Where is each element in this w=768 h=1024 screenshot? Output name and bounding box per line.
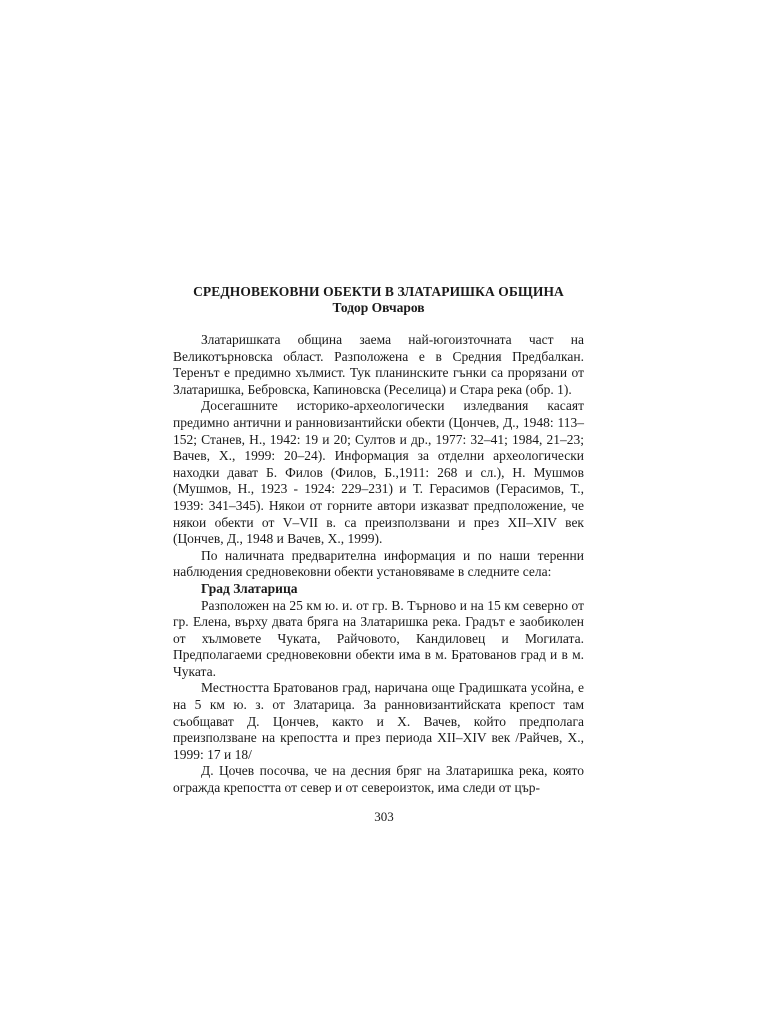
section-heading: Град Златарица	[201, 580, 298, 596]
paragraph: Златаришката община заема най-югоизточната част на Великотърновска област. Разположена е в Средния Предбалкан. Теренът е предимно хълмист. Тук планинските гънки са прорязани от Златаришка, Бебровска, Капиновска (Реселица) и Стара река (обр. 1).	[173, 332, 584, 397]
paragraph: Д. Цочев посочва, че на десния бряг на Златаришка река, която огражда крепостта от север и от североизток, има следи от цър-	[173, 763, 584, 796]
article-body	[173, 284, 584, 797]
article-title: СРЕДНОВЕКОВНИ ОБЕКТИ В ЗЛАТАРИШКА ОБЩИНА	[193, 284, 564, 299]
article-author: Тодор Овчаров	[332, 300, 425, 315]
paragraph: По наличната предварителна информация и по наши теренни наблюдения средновековни обекти установяваме в следните села:	[173, 547, 584, 580]
page-number: 303	[374, 809, 394, 824]
paragraph: Досегашните историко-археологически изледвания касаят предимно антични и ранновизантийски обекти (Цончев, Д., 1948: 113–152; Станев, Н., 1942: 19 и 20; Султов и др., 1977: 32–41; 1984, 21–23; Вачев, Х., 1999: 20–24). Информация за отделни археологически находки дават Б. Филов (Филов, Б.,1911: 268 и сл.), Н. Мушмов (Мушмов, Н., 1923 - 1924: 229–231) и Т. Герасимов (Герасимов, Т., 1939: 341–345). Някои от горните автори изказват предположение, че някои обекти от V–VII в. са преизползвани и през XII–XIV век (Цончев, Д., 1948 и Вачев, Х., 1999).	[173, 398, 584, 547]
paragraph: Разположен на 25 км ю. и. от гр. В. Търново и на 15 км северно от гр. Елена, върху двата бряга на Златаришка река. Градът е заобиколен от хълмовете Чуката, Райчовото, Кандиловец и Могилата. Предполагаеми средновековни обекти има в м. Братованов град и в м. Чуката.	[173, 597, 584, 679]
paragraph: Местността Братованов град, наричана още Градишката усойна, е на 5 км ю. з. от Златарица. За ранновизантийската крепост там съобщават Д. Цончев, както и Х. Вачев, който предполага преизползване на крепостта и през периода XII–XIV век /Райчев, Х., 1999: 17 и 18/	[173, 680, 584, 762]
